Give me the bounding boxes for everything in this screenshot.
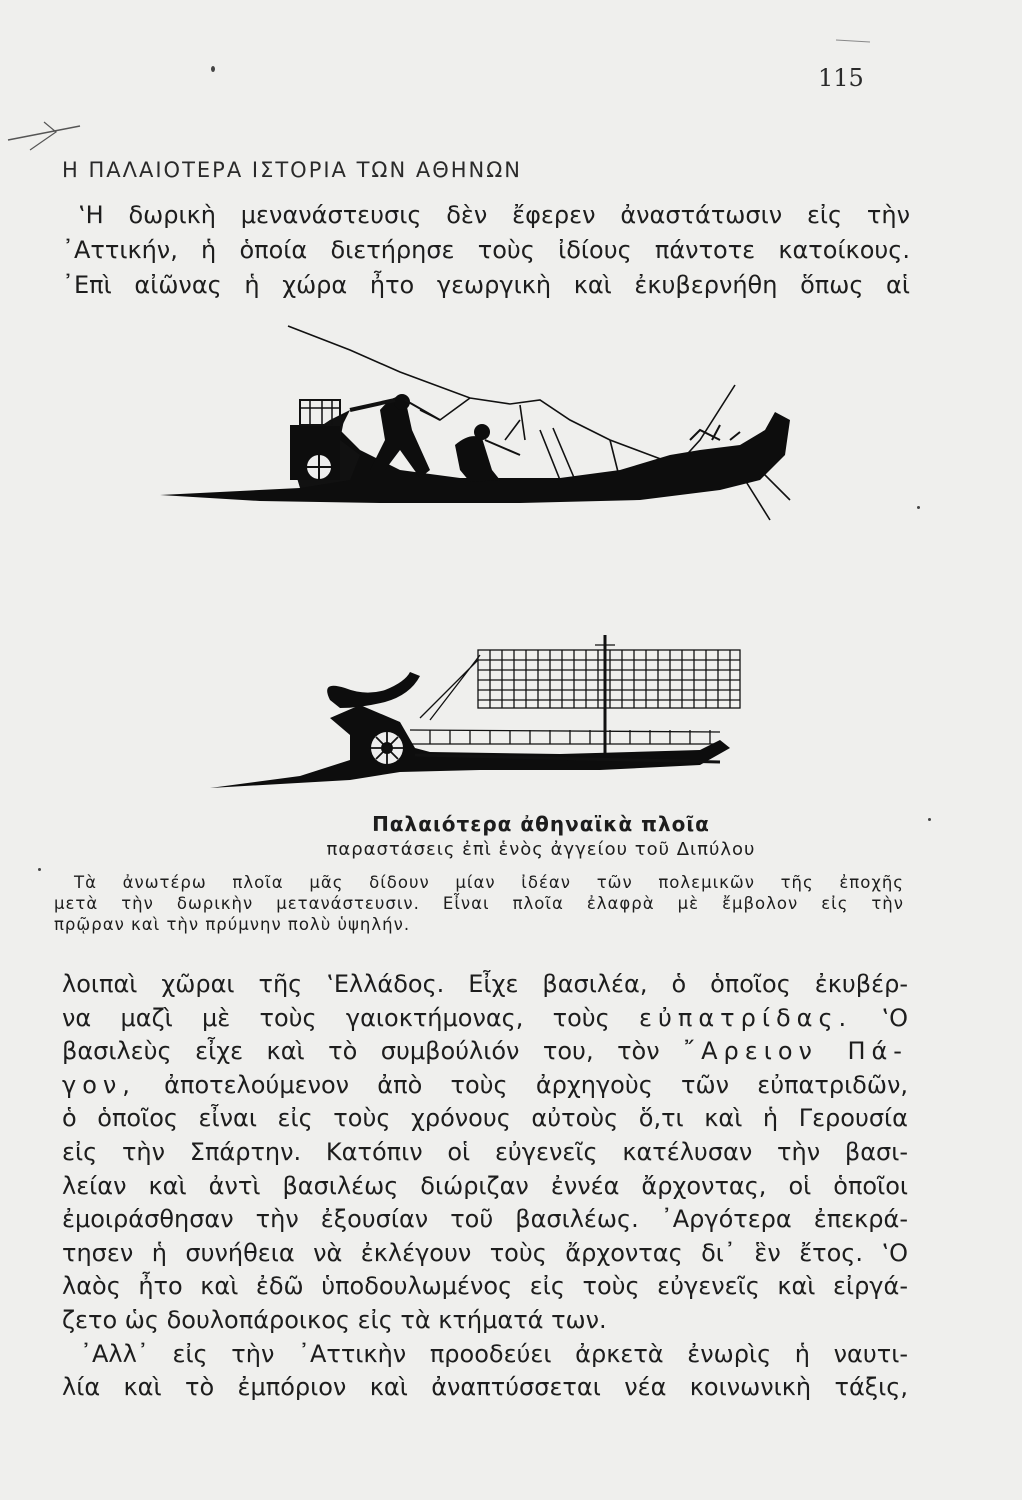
figure-caption-title: Παλαιότερα ἀθηναϊκὰ πλοῖα bbox=[372, 812, 710, 836]
body-line: λία καὶ τὸ ἐμπόριον καὶ ἀναπτύσσεται νέα κοινωνικὴ τάξις, bbox=[62, 1373, 908, 1402]
body-line: ᾿Αλλ᾿ εἰς τὴν ᾿Αττικὴν προοδεύει ἀρκετὰ ἐνωρὶς ἡ ναυτι- bbox=[80, 1339, 908, 1368]
body-paragraph bbox=[62, 968, 908, 1405]
body-line: ζετο ὡς δουλοπάροικος εἰς τὰ κτήματά των. bbox=[62, 1305, 607, 1334]
emphasis-eupatridas: εὐπατρίδας. bbox=[639, 1003, 853, 1032]
caption-note-line: μετὰ τὴν δωρικὴν μετανάστευσιν. Εἶναι πλοῖα ἐλαφρὰ μὲ ἔμβολον εἰς τὴν bbox=[54, 894, 904, 913]
body-line: λείαν καὶ ἀντὶ βασιλέως διώριζαν ἐννέα ἄρχοντας, οἱ ὁποῖοι bbox=[62, 1171, 908, 1200]
figure-caption-note bbox=[54, 872, 904, 935]
body-line: ἐμοιράσθησαν τὴν ἐξουσίαν τοῦ βασιλέως. ᾿Αργότερα ἐπεκρά- bbox=[62, 1205, 908, 1234]
caption-note-line: πρῷραν καὶ τὴν πρύμνην πολὺ ὑψηλήν. bbox=[54, 915, 411, 934]
body-line bbox=[62, 1069, 908, 1103]
body-line: τησεν ἡ συνήθεια νὰ ἐκλέγουν τοὺς ἄρχοντας δι᾿ ἓν ἔτος. ‛Ο bbox=[62, 1238, 908, 1267]
body-line-part: να μαζὶ μὲ τοὺς γαιοκτήμονας, τοὺς bbox=[62, 1003, 610, 1032]
body-line: ὁ ὁποῖος εἶναι εἰς τοὺς χρόνους αὐτοὺς ὅ,τι καὶ ἡ Γερουσία bbox=[62, 1104, 908, 1133]
body-line-part: ἀποτελούμενον ἀπὸ τοὺς ἀρχηγοὺς τῶν εὐπατριδῶν, bbox=[164, 1070, 908, 1099]
body-line bbox=[62, 1035, 908, 1069]
body-line-part: βασιλεὺς εἶχε καὶ τὸ συμβούλιόν του, τὸν bbox=[62, 1037, 660, 1066]
intro-line: ᾿Επὶ αἰῶνας ἡ χώρα ἦτο γεωργικὴ καὶ ἐκυβερνήθη ὅπως αἱ bbox=[62, 271, 910, 299]
page-number: 115 bbox=[818, 64, 864, 92]
figure-caption-subtitle: παραστάσεις ἐπὶ ἑνὸς ἀγγείου τοῦ Διπύλου bbox=[326, 839, 756, 860]
intro-line: ‛Η δωρικὴ μενανάστευσις δὲν ἔφερεν ἀναστάτωσιν εἰς τὴν bbox=[78, 201, 910, 229]
caption-note-line: Τὰ ἀνωτέρω πλοῖα μᾶς δίδουν μίαν ἰδέαν τῶν πολεμικῶν τῆς ἐποχῆς bbox=[74, 873, 904, 892]
body-line-part: ‛Ο bbox=[881, 1003, 908, 1032]
body-line: λοιπαὶ χῶραι τῆς ‛Ελλάδος. Εἶχε βασιλέα, ὁ ὁποῖος ἐκυβέρ- bbox=[62, 970, 908, 998]
emphasis-areios-pagos: ῎Αρειον Πά- bbox=[683, 1037, 908, 1066]
intro-line: ᾿Αττικήν, ἡ ὁποία διετήρησε τοὺς ἰδίους πάντοτε κατοίκους. bbox=[62, 236, 910, 264]
body-line: εἰς τὴν Σπάρτην. Κατόπιν οἱ εὐγενεῖς κατέλυσαν τὴν βασι- bbox=[62, 1137, 908, 1166]
emphasis-areios-pagos-end: γον, bbox=[62, 1070, 136, 1099]
running-head: Η ΠΑΛΑΙΟΤΕΡΑ ΙΣΤΟΡΙΑ ΤΩΝ ΑΘΗΝΩΝ bbox=[62, 158, 523, 182]
body-line: λαὸς ἦτο καὶ ἐδῶ ὑποδουλωμένος εἰς τοὺς εὐγενεῖς καὶ εἰργά- bbox=[62, 1272, 908, 1301]
body-line bbox=[62, 1002, 908, 1036]
